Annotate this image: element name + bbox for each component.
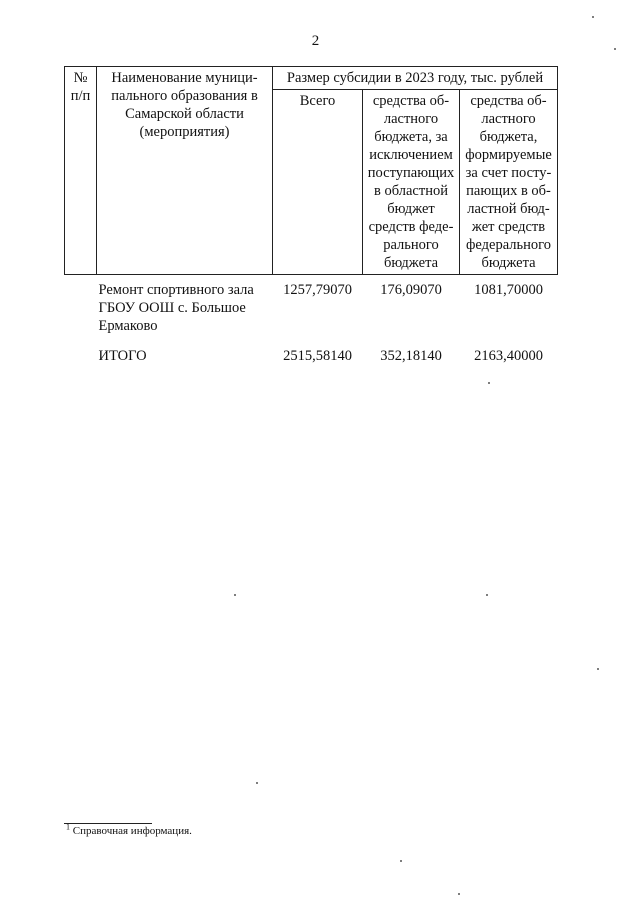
scan-speck xyxy=(256,782,258,784)
subsidy-table xyxy=(64,66,558,365)
scan-speck xyxy=(458,893,460,895)
header-municipality-name: Наименование муници-пального образования в Самарской области (мероприятия) xyxy=(97,67,273,275)
scan-speck xyxy=(486,594,488,596)
row-total: 1257,79070 xyxy=(283,282,352,298)
scan-speck xyxy=(592,16,594,18)
scan-speck xyxy=(400,860,402,862)
page-number: 2 xyxy=(311,33,320,49)
header-federal-funds: средства об-ластного бюджета, формируемые за счет посту-пающих в об-ластной бюд-жет средств федерального бюджета xyxy=(460,90,558,275)
scan-speck xyxy=(597,668,599,670)
table-row xyxy=(65,275,558,336)
header-row-number: № п/п xyxy=(65,67,97,275)
row-regional: 176,09070 xyxy=(380,282,442,298)
footnote-text: Справочная информация. xyxy=(72,825,192,837)
row-regional: 352,18140 xyxy=(380,348,442,364)
footnote-divider xyxy=(64,823,152,824)
row-federal: 2163,40000 xyxy=(474,348,543,364)
header-regional-funds: средства об-ластного бюджета, за исключением поступающих в областной бюджет средств феде-рального бюджета xyxy=(363,90,460,275)
header-subsidy-size: Размер субсидии в 2023 году, тыс. рублей xyxy=(273,67,558,90)
scan-speck xyxy=(614,48,616,50)
row-name: Ремонт спортивного зала ГБОУ ООШ с. Большое Ермаково xyxy=(98,282,254,334)
table-row-total xyxy=(65,335,558,365)
row-number xyxy=(65,275,97,336)
footnote-mark: 1 xyxy=(66,822,70,832)
header-total: Всего xyxy=(273,90,363,275)
row-name: ИТОГО xyxy=(98,348,147,364)
scan-speck xyxy=(488,382,490,384)
footnote xyxy=(66,822,192,837)
row-federal: 1081,70000 xyxy=(474,282,543,298)
scan-speck xyxy=(234,594,236,596)
row-total: 2515,58140 xyxy=(283,348,352,364)
row-number xyxy=(65,335,97,365)
